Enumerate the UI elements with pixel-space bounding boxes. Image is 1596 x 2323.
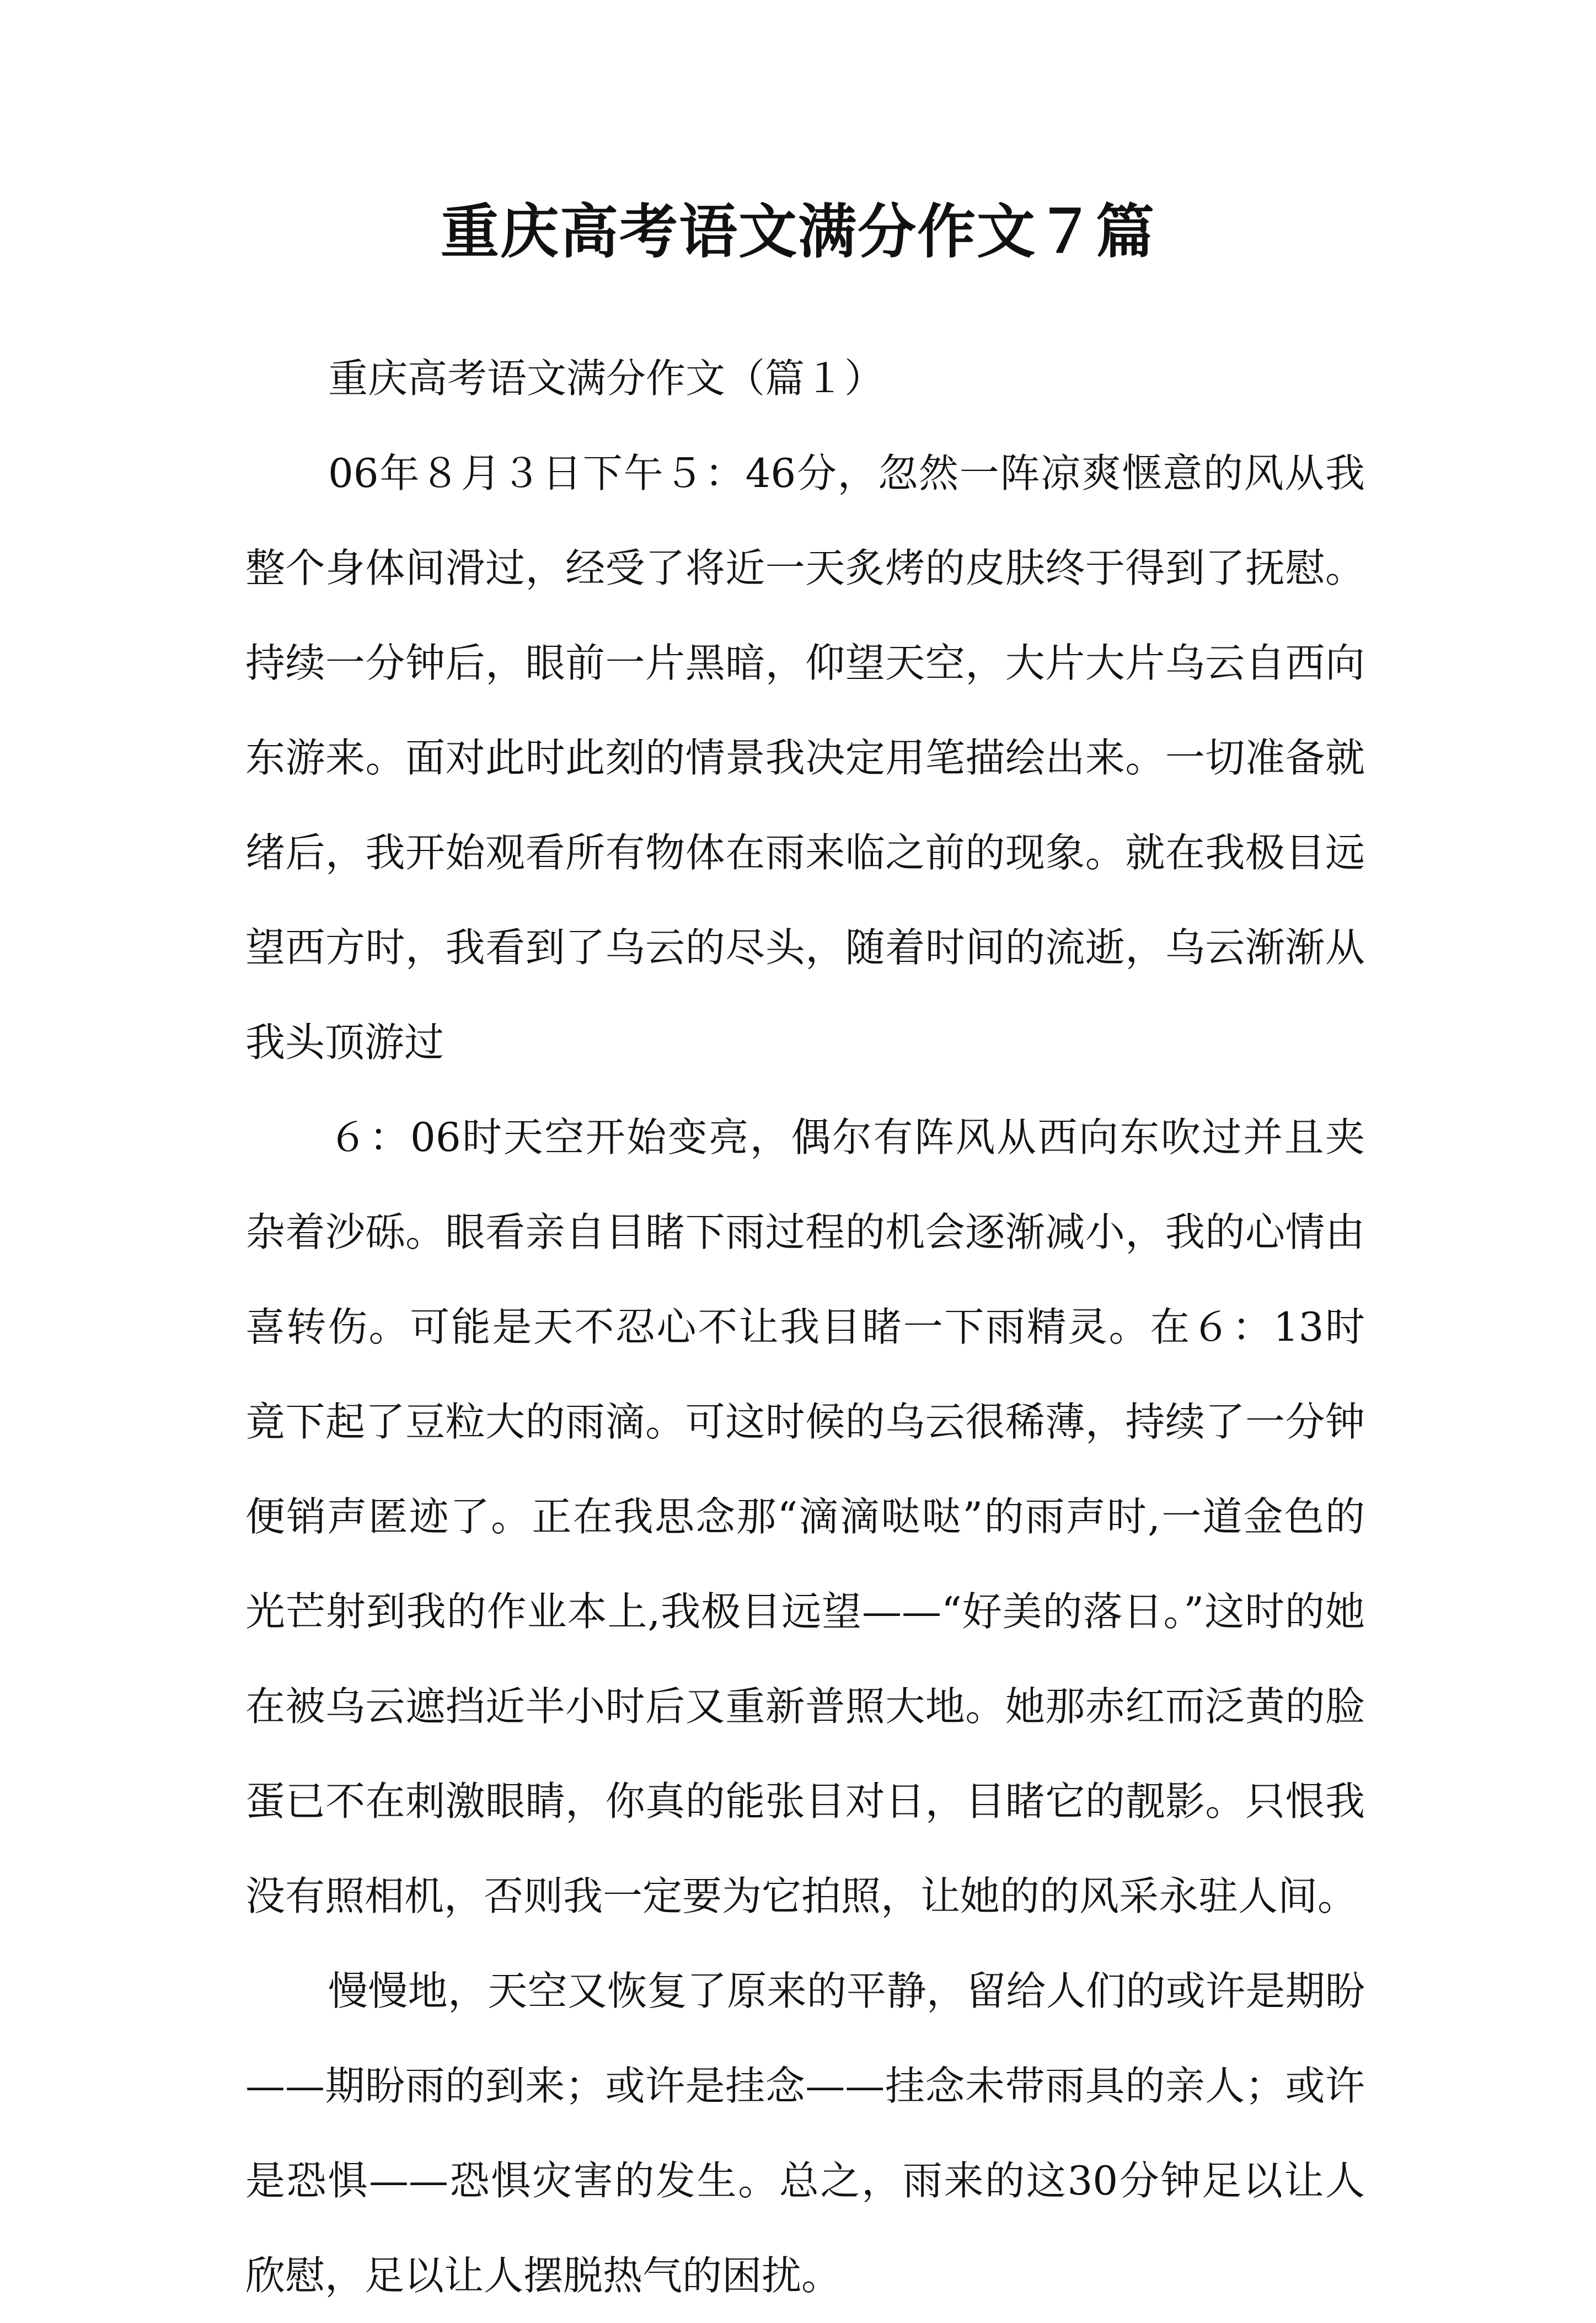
section-heading: 重庆高考语文满分作文（篇１） bbox=[328, 355, 885, 402]
paragraph-1: 06年８月３日下午５：46分，忽然一阵凉爽惬意的风从我整个身体间滑过，经受了将近一天炙烤的皮肤终于得到了抚慰。持续一分钟后，眼前一片黑暗，仰望天空，大片大片乌云自西向东游来。面对此时此刻的情景我决定用笔描绘出来。一切准备就绪后，我开始观看所有物体在雨来临之前的现象。就在我极目远望西方时，我看到了乌云的尽头，随着时间的流逝，乌云渐渐从我头顶游过 bbox=[245, 450, 1365, 1066]
document-title: 重庆高考语文满分作文７篇 bbox=[441, 197, 1155, 266]
paragraph-2: ６：06时天空开始变亮，偶尔有阵风从西向东吹过并且夹杂着沙砾。眼看亲自目睹下雨过程的机会逐渐减小，我的心情由喜转伤。可能是天不忍心不让我目睹一下雨精灵。在６：13时竟下起了豆粒大的雨滴。可这时候的乌云很稀薄，持续了一分钟便销声匿迹了。正在我思念那“滴滴哒哒”的雨声时,一道金色的光芒射到我的作业本上,我极目远望——“好美的落日。”这时的她在被乌云遮挡近半小时后又重新普照大地。她那赤红而泛黄的脸蛋已不在刺激眼睛，你真的能张目对日，目睹它的靓影。只恨我没有照相机，否则我一定要为它拍照，让她的的风采永驻人间。 bbox=[245, 1114, 1365, 1919]
paragraph-3: 慢慢地，天空又恢复了原来的平静，留给人们的或许是期盼——期盼雨的到来；或许是挂念——挂念未带雨具的亲人；或许是恐惧——恐惧灾害的发生。总之，雨来的这30分钟足以让人欣慰，足以让人摆脱热气的困扰。 bbox=[245, 1968, 1365, 2299]
document-body bbox=[245, 331, 1365, 2323]
